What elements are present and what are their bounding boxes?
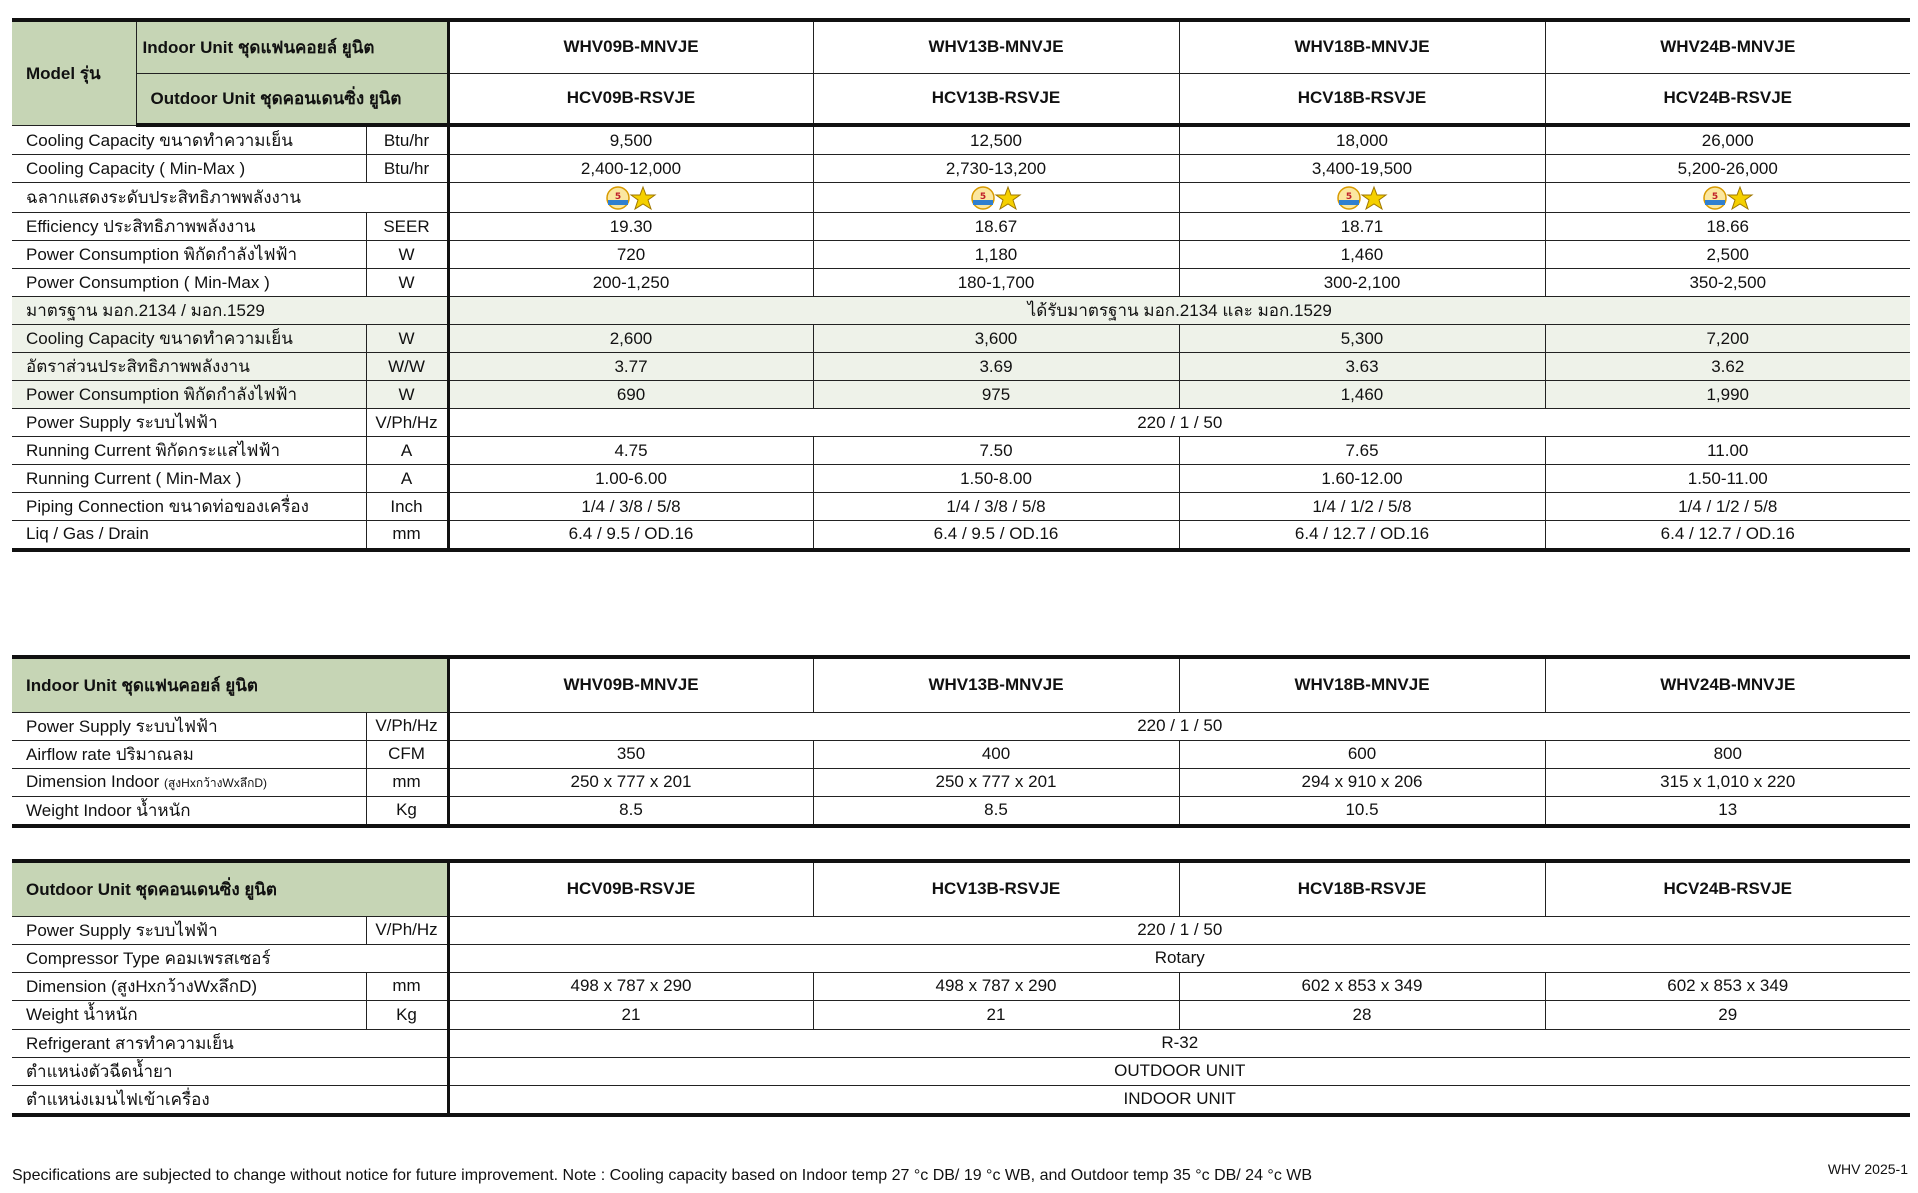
main-row [12,155,1910,183]
row-label-text: Dimension Indoor [26,771,160,791]
outdoor-row-label [12,944,448,972]
indoor-model-1: WHV09B-MNVJE [448,20,813,73]
outdoor-value-cell: 602 x 853 x 349 [1545,972,1910,1000]
outdoor-row-unit: V/Ph/Hz [366,916,448,944]
energy-label-cell [1179,183,1545,213]
outdoor-row [12,916,1910,944]
indoor-row [12,768,1910,796]
indoor-value-cell: 8.5 [448,796,813,826]
indoor-value-cell: 600 [1179,740,1545,768]
main-value-cell: 3.77 [448,353,813,381]
main-value-cell: 6.4 / 9.5 / OD.16 [813,521,1179,550]
row-label-text: Power Consumption ( Min-Max ) [26,272,270,292]
row-label-text: Power Consumption พิกัดกำลังไฟฟ้า [26,385,298,404]
outdoor-model-4: HCV24B-RSVJE [1545,73,1910,125]
main-row-label [12,493,366,521]
row-label-text: Efficiency ประสิทธิภาพพลังงาน [26,217,256,236]
main-row [12,353,1910,381]
main-row-label [12,381,366,409]
main-value-cell: 6.4 / 9.5 / OD.16 [448,521,813,550]
energy-label-5-star-icon [1336,187,1388,206]
main-row [12,521,1910,550]
outdoor-value-cell: 29 [1545,1000,1910,1029]
svg-text:5: 5 [1345,191,1353,202]
outdoor-model-2: HCV13B-RSVJE [813,73,1179,125]
main-value-cell: 3.63 [1179,353,1545,381]
row-label-text: Weight น้ำหนัก [26,1005,138,1024]
indoor-row [12,796,1910,826]
main-value-cell: 1.50-11.00 [1545,465,1910,493]
outdoor-span-value: Rotary [448,944,1910,972]
main-row-unit: W [366,325,448,353]
outdoor-row-label [12,972,366,1000]
outdoor-row [12,1000,1910,1029]
indoor-row-label [12,796,366,826]
main-value-cell: 19.30 [448,213,813,241]
outdoor-unit-label: Outdoor Unit ชุดคอนเดนซิ่ง ยูนิต [136,73,448,125]
row-label-text: Power Supply ระบบไฟฟ้า [26,716,218,736]
svg-text:5: 5 [1711,191,1718,202]
indoor-row-unit: CFM [366,740,448,768]
main-row-label [12,409,366,437]
main-value-cell: 300-2,100 [1179,269,1545,297]
indoor-model-3: WHV18B-MNVJE [1179,20,1545,73]
outdoor-row-label [12,1085,448,1115]
energy-label-cell [448,183,813,213]
main-value-cell: 1/4 / 3/8 / 5/8 [813,493,1179,521]
indoor-row [12,740,1910,768]
main-row [12,325,1910,353]
main-row-unit: W [366,241,448,269]
main-value-cell: 3,600 [813,325,1179,353]
outdoor-model-1: HCV09B-RSVJE [448,73,813,125]
indoor-section-model-1: WHV09B-MNVJE [448,657,813,712]
outdoor-section-model-3: HCV18B-RSVJE [1179,861,1545,916]
indoor-value-cell: 13 [1545,796,1910,826]
main-row [12,269,1910,297]
row-label-text: Cooling Capacity ขนาดทำความเย็น [26,329,293,348]
indoor-model-2: WHV13B-MNVJE [813,20,1179,73]
main-row-label [12,241,366,269]
main-value-cell: 2,730-13,200 [813,155,1179,183]
indoor-model-4: WHV24B-MNVJE [1545,20,1910,73]
indoor-row-label [12,740,366,768]
outdoor-row-unit: mm [366,972,448,1000]
main-value-cell: 6.4 / 12.7 / OD.16 [1545,521,1910,550]
main-value-cell: 7.65 [1179,437,1545,465]
main-row [12,125,1910,155]
indoor-row [12,712,1910,740]
outdoor-row-label [12,916,366,944]
main-row-label [12,353,366,381]
main-row [12,437,1910,465]
indoor-section-title: Indoor Unit ชุดแฟนคอยล์ ยูนิต [12,657,448,712]
main-row-unit: W/W [366,353,448,381]
indoor-value-cell: 315 x 1,010 x 220 [1545,768,1910,796]
main-value-cell: 975 [813,381,1179,409]
main-row-unit: W [366,269,448,297]
indoor-section-model-2: WHV13B-MNVJE [813,657,1179,712]
main-value-cell: 9,500 [448,125,813,155]
energy-label-5-star-icon [970,187,1022,206]
outdoor-span-value: INDOOR UNIT [448,1085,1910,1115]
main-value-cell: 18.66 [1545,213,1910,241]
indoor-row-label [12,768,366,796]
main-value-cell: 18,000 [1179,125,1545,155]
main-row-label [12,521,366,550]
outdoor-span-value: R-32 [448,1029,1910,1057]
main-value-cell: 4.75 [448,437,813,465]
main-value-cell: 1.60-12.00 [1179,465,1545,493]
footer-note: Specifications are subjected to change without notice for future improvement. Note : Cooling capacity based on Indoor temp 27 °c DB/ 19 °c WB, and Outdoor temp 35 °c DB/ 24 °c WB [12,1167,1313,1184]
indoor-row-unit: mm [366,768,448,796]
indoor-section-model-4: WHV24B-MNVJE [1545,657,1910,712]
main-value-cell: 720 [448,241,813,269]
main-spec-table [12,18,1910,552]
energy-label-cell [1545,183,1910,213]
outdoor-span-value: 220 / 1 / 50 [448,916,1910,944]
main-value-cell: 3.69 [813,353,1179,381]
main-row-label [12,183,448,213]
indoor-value-cell: 250 x 777 x 201 [448,768,813,796]
outdoor-row [12,944,1910,972]
indoor-value-cell: 350 [448,740,813,768]
outdoor-value-cell: 602 x 853 x 349 [1179,972,1545,1000]
main-value-cell: 26,000 [1545,125,1910,155]
main-row-label [12,437,366,465]
row-label-text: Airflow rate ปริมาณลม [26,744,194,764]
indoor-value-cell: 400 [813,740,1179,768]
indoor-section-model-3: WHV18B-MNVJE [1179,657,1545,712]
main-value-cell: 690 [448,381,813,409]
main-value-cell: 1/4 / 3/8 / 5/8 [448,493,813,521]
row-label-text: อัตราส่วนประสิทธิภาพพลังงาน [26,357,250,376]
row-label-text: Power Consumption พิกัดกำลังไฟฟ้า [26,245,298,264]
main-value-cell: 1.50-8.00 [813,465,1179,493]
row-label-text: Power Supply ระบบไฟฟ้า [26,413,218,432]
row-label-text: Weight Indoor น้ำหนัก [26,800,191,820]
row-label-text: Cooling Capacity ( Min-Max ) [26,158,246,178]
main-row [12,183,1910,213]
outdoor-value-cell: 21 [448,1000,813,1029]
indoor-row-unit: V/Ph/Hz [366,712,448,740]
outdoor-section-model-4: HCV24B-RSVJE [1545,861,1910,916]
main-row-unit: A [366,465,448,493]
energy-label-5-star-icon [1702,187,1754,206]
main-value-cell: 2,600 [448,325,813,353]
main-value-cell: 1/4 / 1/2 / 5/8 [1179,493,1545,521]
energy-label-5-star-icon [605,187,657,206]
main-value-cell: 1.00-6.00 [448,465,813,493]
outdoor-value-cell: 498 x 787 x 290 [813,972,1179,1000]
row-label-text: Piping Connection ขนาดท่อของเครื่อง [26,497,309,516]
energy-label-cell [813,183,1179,213]
indoor-value-cell: 294 x 910 x 206 [1179,768,1545,796]
main-row-label [12,213,366,241]
outdoor-section-title: Outdoor Unit ชุดคอนเดนซิ่ง ยูนิต [12,861,448,916]
main-row [12,213,1910,241]
main-value-cell: 1/4 / 1/2 / 5/8 [1545,493,1910,521]
outdoor-spec-table [12,859,1910,1117]
main-value-cell: 5,200-26,000 [1545,155,1910,183]
outdoor-row-label [12,1057,448,1085]
main-value-cell: 5,300 [1179,325,1545,353]
model-label: Model รุ่น [12,20,136,125]
outdoor-section-model-1: HCV09B-RSVJE [448,861,813,916]
row-label-text: Running Current ( Min-Max ) [26,468,242,488]
main-row-label [12,465,366,493]
main-value-cell: 2,400-12,000 [448,155,813,183]
outdoor-row [12,1029,1910,1057]
main-row-unit: mm [366,521,448,550]
svg-text:5: 5 [614,191,622,202]
main-value-cell: 180-1,700 [813,269,1179,297]
main-span-value: 220 / 1 / 50 [448,409,1910,437]
main-value-cell: 200-1,250 [448,269,813,297]
main-row-label [12,297,448,325]
row-label-text: Power Supply ระบบไฟฟ้า [26,920,218,940]
main-row [12,465,1910,493]
main-value-cell: 18.71 [1179,213,1545,241]
indoor-row-label [12,712,366,740]
main-value-cell: 1,460 [1179,381,1545,409]
main-value-cell: 1,460 [1179,241,1545,269]
main-value-cell: 350-2,500 [1545,269,1910,297]
main-row-unit: V/Ph/Hz [366,409,448,437]
indoor-value-cell: 800 [1545,740,1910,768]
indoor-value-cell: 8.5 [813,796,1179,826]
main-row-unit: Inch [366,493,448,521]
main-row [12,297,1910,325]
outdoor-section-model-2: HCV13B-RSVJE [813,861,1179,916]
main-row-label [12,155,366,183]
outdoor-row [12,1085,1910,1115]
indoor-unit-label: Indoor Unit ชุดแฟนคอยล์ ยูนิต [136,20,448,73]
indoor-row-unit: Kg [366,796,448,826]
main-row-label [12,269,366,297]
main-value-cell: 7.50 [813,437,1179,465]
outdoor-model-3: HCV18B-RSVJE [1179,73,1545,125]
indoor-spec-table [12,655,1910,828]
main-value-cell: 11.00 [1545,437,1910,465]
main-value-cell: 1,990 [1545,381,1910,409]
main-row-unit: W [366,381,448,409]
outdoor-span-value: OUTDOOR UNIT [448,1057,1910,1085]
main-row-label [12,325,366,353]
main-value-cell: 3.62 [1545,353,1910,381]
main-row [12,493,1910,521]
main-value-cell: 1,180 [813,241,1179,269]
indoor-value-cell: 10.5 [1179,796,1545,826]
row-label-text: Compressor Type คอมเพรสเซอร์ [26,948,271,968]
main-row-unit: SEER [366,213,448,241]
main-row [12,409,1910,437]
outdoor-row [12,972,1910,1000]
row-label-note: (สูงHxกว้างWxลึกD) [163,775,268,790]
main-row [12,381,1910,409]
indoor-span-value: 220 / 1 / 50 [448,712,1910,740]
main-value-cell: 3,400-19,500 [1179,155,1545,183]
svg-text:5: 5 [979,191,987,202]
row-label-text: ตำแหน่งเมนไฟเข้าเครื่อง [26,1089,210,1109]
main-value-cell: 2,500 [1545,241,1910,269]
main-row-unit: Btu/hr [366,155,448,183]
main-value-cell: 18.67 [813,213,1179,241]
main-row-label [12,125,366,155]
main-row-unit: Btu/hr [366,125,448,155]
row-label-text: ตำแหน่งตัวฉีดน้ำยา [26,1061,173,1081]
main-value-cell: 6.4 / 12.7 / OD.16 [1179,521,1545,550]
row-label-text: Running Current พิกัดกระแสไฟฟ้า [26,441,281,460]
outdoor-value-cell: 21 [813,1000,1179,1029]
main-value-cell: 12,500 [813,125,1179,155]
document-code: WHV 2025-1 [1827,1161,1908,1177]
main-value-cell: 7,200 [1545,325,1910,353]
outdoor-row [12,1057,1910,1085]
row-label-text: Liq / Gas / Drain [26,524,149,544]
outdoor-row-label [12,1029,448,1057]
main-span-value: ได้รับมาตรฐาน มอก.2134 และ มอก.1529 [448,297,1910,325]
outdoor-value-cell: 28 [1179,1000,1545,1029]
outdoor-row-unit: Kg [366,1000,448,1029]
row-label-text: Cooling Capacity ขนาดทำความเย็น [26,131,293,150]
indoor-value-cell: 250 x 777 x 201 [813,768,1179,796]
row-label-text: Dimension (สูงHxกว้างWxลึกD) [26,976,258,996]
row-label-text: Refrigerant สารทำความเย็น [26,1033,234,1053]
row-label-text: ฉลากแสดงระดับประสิทธิภาพพลังงาน [26,188,301,207]
main-row [12,241,1910,269]
main-row-unit: A [366,437,448,465]
row-label-text: มาตรฐาน มอก.2134 / มอก.1529 [26,301,265,320]
outdoor-row-label [12,1000,366,1029]
outdoor-value-cell: 498 x 787 x 290 [448,972,813,1000]
